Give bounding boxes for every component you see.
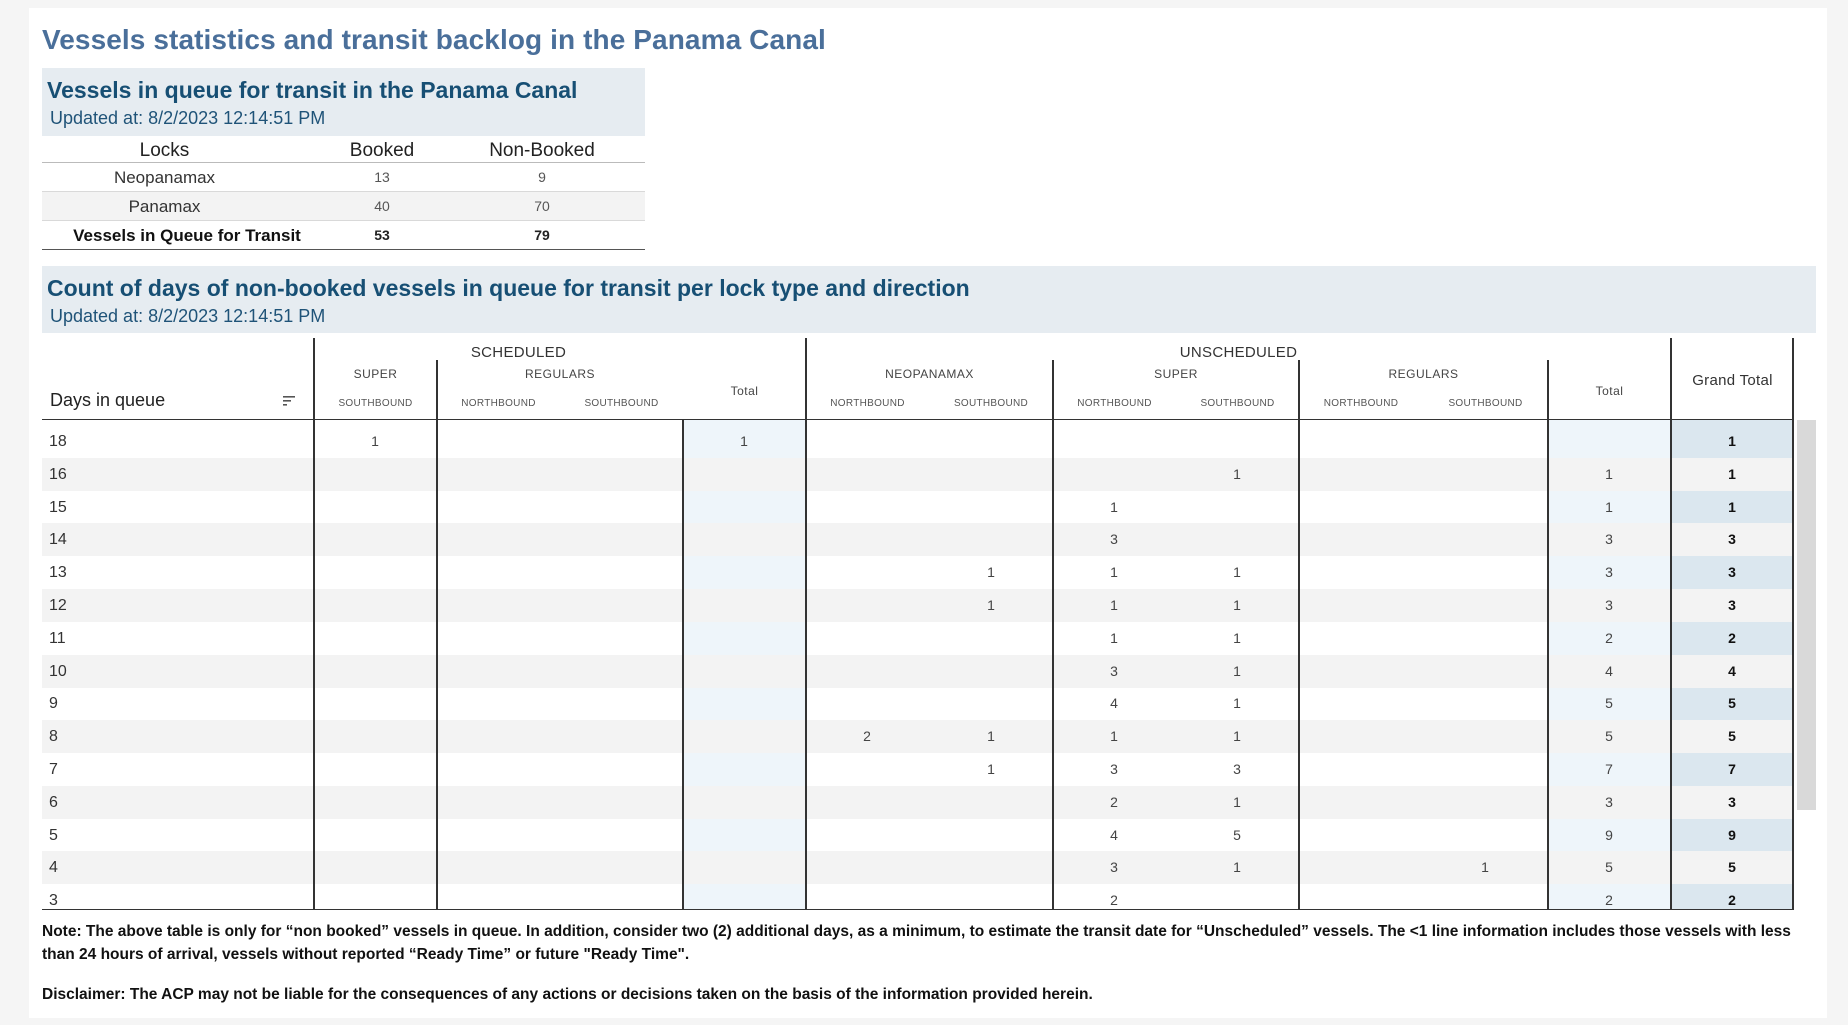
count-value: 2 bbox=[1605, 892, 1613, 909]
queue-section-header bbox=[42, 68, 645, 136]
table-row[interactable] bbox=[42, 786, 1793, 819]
header-divider bbox=[314, 419, 1794, 420]
col-header-locks[interactable]: Locks bbox=[139, 140, 190, 161]
count-value: 2 bbox=[863, 728, 871, 745]
direction-southbound[interactable]: SOUTHBOUND bbox=[1448, 398, 1523, 409]
direction-northbound[interactable]: NORTHBOUND bbox=[1323, 398, 1399, 409]
count-value: 3 bbox=[1110, 531, 1118, 548]
column-divider bbox=[682, 420, 684, 910]
subgroup-super[interactable]: SUPER bbox=[1154, 367, 1198, 381]
days-value: 14 bbox=[49, 531, 67, 549]
days-value: 13 bbox=[49, 564, 67, 582]
count-value: 3 bbox=[1233, 761, 1241, 777]
table-row[interactable] bbox=[42, 622, 1793, 655]
column-divider bbox=[805, 338, 807, 910]
grand-total-value: 3 bbox=[1728, 597, 1736, 613]
grand-total-value: 3 bbox=[1728, 564, 1736, 581]
queue-table-header bbox=[42, 136, 645, 163]
column-divider bbox=[1547, 360, 1549, 910]
count-value: 1 bbox=[1110, 597, 1118, 613]
queue-updated bbox=[50, 108, 325, 129]
table-row[interactable] bbox=[42, 687, 1793, 720]
days-in-queue-table bbox=[42, 338, 1793, 910]
days-section-header bbox=[42, 266, 1816, 333]
column-divider bbox=[436, 360, 438, 910]
scheduled-header[interactable]: SCHEDULED bbox=[470, 344, 567, 361]
count-value: 1 bbox=[987, 761, 995, 777]
subgroup-regulars[interactable]: REGULARS bbox=[524, 367, 596, 381]
days-value: 11 bbox=[49, 629, 66, 647]
count-value: 3 bbox=[1605, 597, 1613, 613]
booked-value: 40 bbox=[374, 198, 390, 214]
table-bottom-border bbox=[42, 909, 1794, 910]
grand-total-value: 5 bbox=[1728, 728, 1736, 745]
days-value: 6 bbox=[49, 793, 58, 811]
count-value: 1 bbox=[1233, 564, 1241, 581]
queue-row[interactable] bbox=[42, 163, 645, 192]
days-section-title: Count of days of non-booked vessels in queue for transit per lock type and direction bbox=[47, 275, 970, 301]
count-value: 1 bbox=[1233, 793, 1241, 810]
grand-total-header[interactable]: Grand Total bbox=[1692, 372, 1773, 389]
count-value: 1 bbox=[371, 433, 379, 449]
grand-total-value: 1 bbox=[1728, 465, 1736, 482]
subgroup-total[interactable]: Total bbox=[1595, 384, 1624, 398]
direction-southbound[interactable]: SOUTHBOUND bbox=[953, 398, 1029, 409]
direction-southbound[interactable]: SOUTHBOUND bbox=[584, 398, 659, 409]
count-value: 1 bbox=[1233, 728, 1241, 745]
subgroup-neopanamax[interactable]: NEOPANAMAX bbox=[885, 367, 974, 381]
count-value: 4 bbox=[1110, 695, 1118, 712]
count-value: 1 bbox=[1605, 498, 1613, 515]
updated-label: Updated at: bbox=[50, 306, 144, 326]
grand-total-value: 3 bbox=[1728, 531, 1736, 548]
count-value: 3 bbox=[1605, 793, 1613, 810]
header-divider bbox=[42, 419, 314, 420]
col-header-booked[interactable]: Booked bbox=[349, 140, 415, 161]
grand-total-value: 5 bbox=[1728, 859, 1736, 876]
count-value: 1 bbox=[987, 728, 995, 745]
count-value: 1 bbox=[1233, 662, 1241, 679]
grand-total-value: 9 bbox=[1728, 826, 1736, 843]
days-in-queue-header[interactable]: Days in queue bbox=[50, 390, 166, 410]
count-value: 2 bbox=[1110, 892, 1118, 909]
count-value: 2 bbox=[1110, 793, 1118, 810]
column-divider bbox=[1792, 338, 1794, 910]
direction-southbound[interactable]: SOUTHBOUND bbox=[1200, 398, 1275, 409]
grand-total-value: 1 bbox=[1728, 498, 1736, 515]
count-value: 1 bbox=[1233, 859, 1241, 876]
table-row[interactable] bbox=[42, 753, 1793, 786]
booked-value: 53 bbox=[374, 227, 390, 243]
table-row[interactable] bbox=[42, 491, 1793, 524]
count-value: 3 bbox=[1110, 859, 1118, 876]
count-value: 1 bbox=[987, 597, 995, 613]
table-row[interactable] bbox=[42, 425, 1793, 458]
count-value: 4 bbox=[1110, 826, 1118, 843]
count-value: 3 bbox=[1605, 531, 1613, 548]
table-row[interactable] bbox=[42, 884, 1793, 917]
col-header-non-booked[interactable]: Non-Booked bbox=[489, 140, 595, 161]
count-value: 1 bbox=[1233, 597, 1241, 613]
count-value: 3 bbox=[1110, 662, 1118, 679]
count-value: 1 bbox=[1110, 629, 1118, 646]
count-value: 4 bbox=[1605, 662, 1613, 679]
non-booked-value: 9 bbox=[538, 169, 546, 185]
direction-northbound[interactable]: NORTHBOUND bbox=[461, 398, 536, 409]
days-value: 8 bbox=[49, 728, 58, 746]
days-value: 10 bbox=[49, 662, 67, 680]
grand-total-value: 2 bbox=[1728, 892, 1736, 909]
table-row[interactable] bbox=[42, 819, 1793, 852]
count-value: 1 bbox=[1233, 629, 1241, 646]
days-value: 18 bbox=[49, 433, 67, 450]
grand-total-value: 2 bbox=[1728, 629, 1736, 646]
column-divider bbox=[1052, 360, 1054, 910]
updated-value: 8/2/2023 12:14:51 PM bbox=[148, 306, 326, 326]
days-value: 12 bbox=[49, 597, 67, 614]
count-value: 7 bbox=[1605, 761, 1613, 777]
column-divider bbox=[313, 338, 315, 910]
column-divider bbox=[1298, 360, 1300, 910]
lock-name: Neopanamax bbox=[113, 168, 216, 187]
queue-section-title: Vessels in queue for transit in the Panama Canal bbox=[47, 77, 578, 103]
days-value: 5 bbox=[49, 826, 58, 844]
grand-total-value: 7 bbox=[1728, 761, 1736, 777]
count-value: 1 bbox=[740, 433, 748, 449]
days-updated bbox=[50, 306, 325, 327]
table-row[interactable] bbox=[42, 589, 1793, 622]
count-value: 1 bbox=[1110, 498, 1118, 515]
grand-total-value: 1 bbox=[1728, 433, 1736, 449]
table-row[interactable] bbox=[42, 458, 1793, 491]
sort-descending-icon[interactable] bbox=[282, 394, 296, 408]
unscheduled-header[interactable]: UNSCHEDULED bbox=[1179, 344, 1298, 361]
grand-total-value: 5 bbox=[1728, 695, 1736, 712]
days-value: 7 bbox=[49, 761, 58, 778]
booked-value: 13 bbox=[374, 169, 390, 185]
count-value: 2 bbox=[1605, 629, 1613, 646]
days-value: 15 bbox=[49, 498, 67, 516]
table-row[interactable] bbox=[42, 851, 1793, 884]
disclaimer-text: Disclaimer: The ACP may not be liable for the consequences of any actions or decisions taken on the basis of the information provided herein. bbox=[42, 986, 1093, 1003]
table-row[interactable] bbox=[42, 556, 1793, 589]
direction-northbound[interactable]: NORTHBOUND bbox=[830, 398, 905, 409]
table-row[interactable] bbox=[42, 523, 1793, 556]
count-value: 1 bbox=[1233, 695, 1241, 712]
column-divider bbox=[1670, 338, 1672, 910]
note-text: Note: The above table is only for “non booked” vessels in queue. In addition, consider two (2) additional days, as a minimum, to estimate the transit date for “Unscheduled” vessels. The <1 line information includes those vessels with less than 24 hours of arrival, vessels without reported “Ready Time” or future "Ready Time". bbox=[42, 923, 1791, 963]
count-value: 1 bbox=[1481, 859, 1489, 876]
grand-total-value: 3 bbox=[1728, 793, 1736, 810]
days-value: 4 bbox=[49, 859, 58, 877]
direction-southbound[interactable]: SOUTHBOUND bbox=[338, 398, 413, 409]
count-value: 9 bbox=[1605, 826, 1613, 843]
grand-total-value: 4 bbox=[1728, 662, 1736, 679]
non-booked-value: 70 bbox=[534, 198, 550, 214]
count-value: 5 bbox=[1605, 728, 1613, 745]
non-booked-value: 79 bbox=[534, 227, 550, 243]
count-value: 1 bbox=[1110, 564, 1118, 581]
lock-name: Vessels in Queue for Transit bbox=[73, 226, 301, 245]
count-value: 5 bbox=[1233, 826, 1241, 843]
queue-total-row[interactable] bbox=[42, 221, 645, 250]
page-title: Vessels statistics and transit backlog in the Panama Canal bbox=[42, 24, 826, 55]
table-row[interactable] bbox=[42, 655, 1793, 688]
subgroup-regulars[interactable]: REGULARS bbox=[1388, 367, 1459, 381]
count-value: 3 bbox=[1605, 564, 1613, 581]
days-value: 9 bbox=[49, 695, 58, 713]
direction-northbound[interactable]: NORTHBOUND bbox=[1077, 398, 1152, 409]
count-value: 1 bbox=[987, 564, 995, 581]
lock-name: Panamax bbox=[128, 197, 201, 216]
queue-row[interactable] bbox=[42, 192, 645, 221]
count-value: 1 bbox=[1605, 465, 1613, 482]
vertical-scrollbar[interactable] bbox=[1797, 420, 1816, 810]
subgroup-super[interactable]: SUPER bbox=[353, 367, 398, 381]
count-value: 1 bbox=[1110, 728, 1118, 745]
days-value: 3 bbox=[49, 892, 58, 910]
table-row[interactable] bbox=[42, 720, 1793, 753]
updated-value: 8/2/2023 12:14:51 PM bbox=[148, 108, 326, 128]
count-value: 3 bbox=[1110, 761, 1118, 777]
count-value: 5 bbox=[1605, 859, 1613, 876]
updated-label: Updated at: bbox=[50, 108, 144, 128]
count-value: 1 bbox=[1233, 465, 1241, 482]
count-value: 5 bbox=[1605, 695, 1613, 712]
subgroup-total[interactable]: Total bbox=[730, 384, 759, 398]
days-value: 16 bbox=[49, 465, 67, 483]
